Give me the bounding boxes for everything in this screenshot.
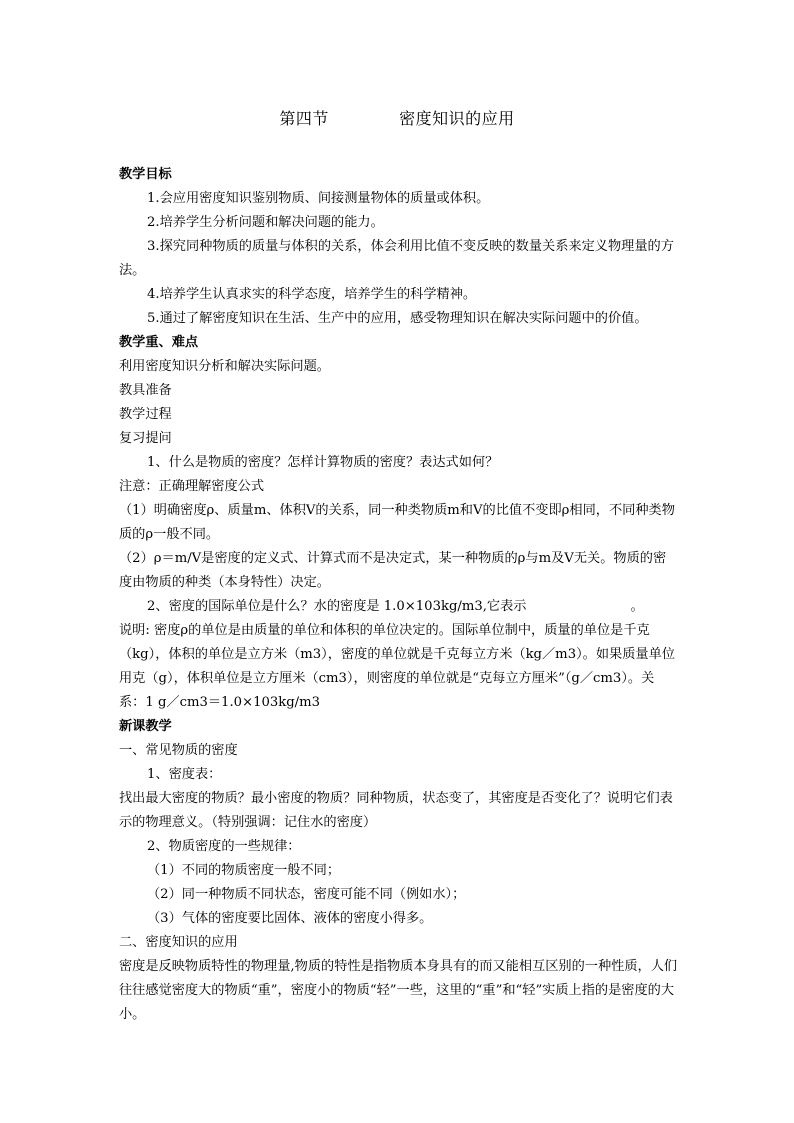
goal-item: 5.通过了解密度知识在生活、生产中的应用，感受物理知识在解决实际问题中的价值。 <box>147 311 648 326</box>
goal-item: 4.培养学生认真求实的科学态度，培养学生的科学精神。 <box>147 287 477 302</box>
goal-item: 1.会应用密度知识鉴别物质、间接测量物体的质量或体积。 <box>147 191 490 206</box>
goal-item: 3.探究同种物质的质量与体积的关系，体会利用比值不变反映的数量关系来定义物理量的方法。 <box>119 239 674 278</box>
note-item-1: （1）明确密度ρ、质量m、体积V的关系，同一种类物质m和V的比值不变即ρ相同，不同种类物质的ρ一般不同。 <box>119 503 675 542</box>
key-points-text: 利用密度知识分析和解决实际问题。 <box>119 359 330 374</box>
density-rule-item: （2）同一种物质不同状态，密度可能不同（例如水）； <box>147 887 466 902</box>
goal-item: 2.培养学生分析问题和解决问题的能力。 <box>147 215 384 230</box>
section-2-heading: 二、密度知识的应用 <box>119 935 238 950</box>
section-1-heading: 一、常见物质的密度 <box>119 743 238 758</box>
density-table-label: 1、密度表： <box>147 767 222 782</box>
question-2-text: 2、密度的国际单位是什么？水的密度是 1.0×103kg/m3,它表示 <box>147 599 527 614</box>
density-table-text: 找出最大密度的物质？最小密度的物质？同种物质，状态变了，其密度是否变化了？说明它们表示的物理意义。（特别强调：记住水的密度） <box>119 791 673 830</box>
key-points-heading: 教学重、难点 <box>119 335 199 350</box>
process-heading: 教学过程 <box>119 407 172 422</box>
density-rule-item: （1）不同的物质密度一般不同； <box>147 863 341 878</box>
note-heading: 注意：正确理解密度公式 <box>119 479 265 494</box>
goals-heading: 教学目标 <box>119 167 172 182</box>
review-question-1: 1、什么是物质的密度？怎样计算物质的密度？表达式如何？ <box>147 455 499 470</box>
document-title: 第四节 密度知识的应用 <box>279 109 515 128</box>
review-heading: 复习提问 <box>119 431 172 446</box>
explanation-text: 说明: 密度ρ的单位是由质量的单位和体积的单位决定的。国际单位制中，质量的单位是千克（kg），体积的单位是立方米（m3），密度的单位就是千克每立方米（kg／m3）。如果质量单位用克（g），体积单位是立方厘米（cm3），则密度的单位就是“克每立方厘米”（g／cm3）。关系：1 g／cm3＝1.0×103kg/m3 <box>119 623 675 710</box>
new-lesson-heading: 新课教学 <box>119 719 172 734</box>
density-rules-heading: 2、物质密度的一些规律： <box>147 839 301 854</box>
document-body <box>119 163 679 1027</box>
density-rule-item: （3）气体的密度要比固体、液体的密度小得多。 <box>147 911 433 926</box>
section-2-text: 密度是反映物质特性的物理量,物质的特性是指物质本身具有的而又能相互区别的一种性质，人们往往感觉密度大的物质“重”，密度小的物质“轻”一些，这里的“重”和“轻”实质上指的是密度的大小。 <box>119 959 678 1022</box>
note-item-2: （2）ρ＝m/V是密度的定义式、计算式而不是决定式，某一种物质的ρ与m及V无关。物质的密度由物质的种类（本身特性）决定。 <box>119 551 667 590</box>
review-question-2 <box>119 595 679 619</box>
tools-heading: 教具准备 <box>119 383 172 398</box>
question-2-end: 。 <box>630 599 644 614</box>
